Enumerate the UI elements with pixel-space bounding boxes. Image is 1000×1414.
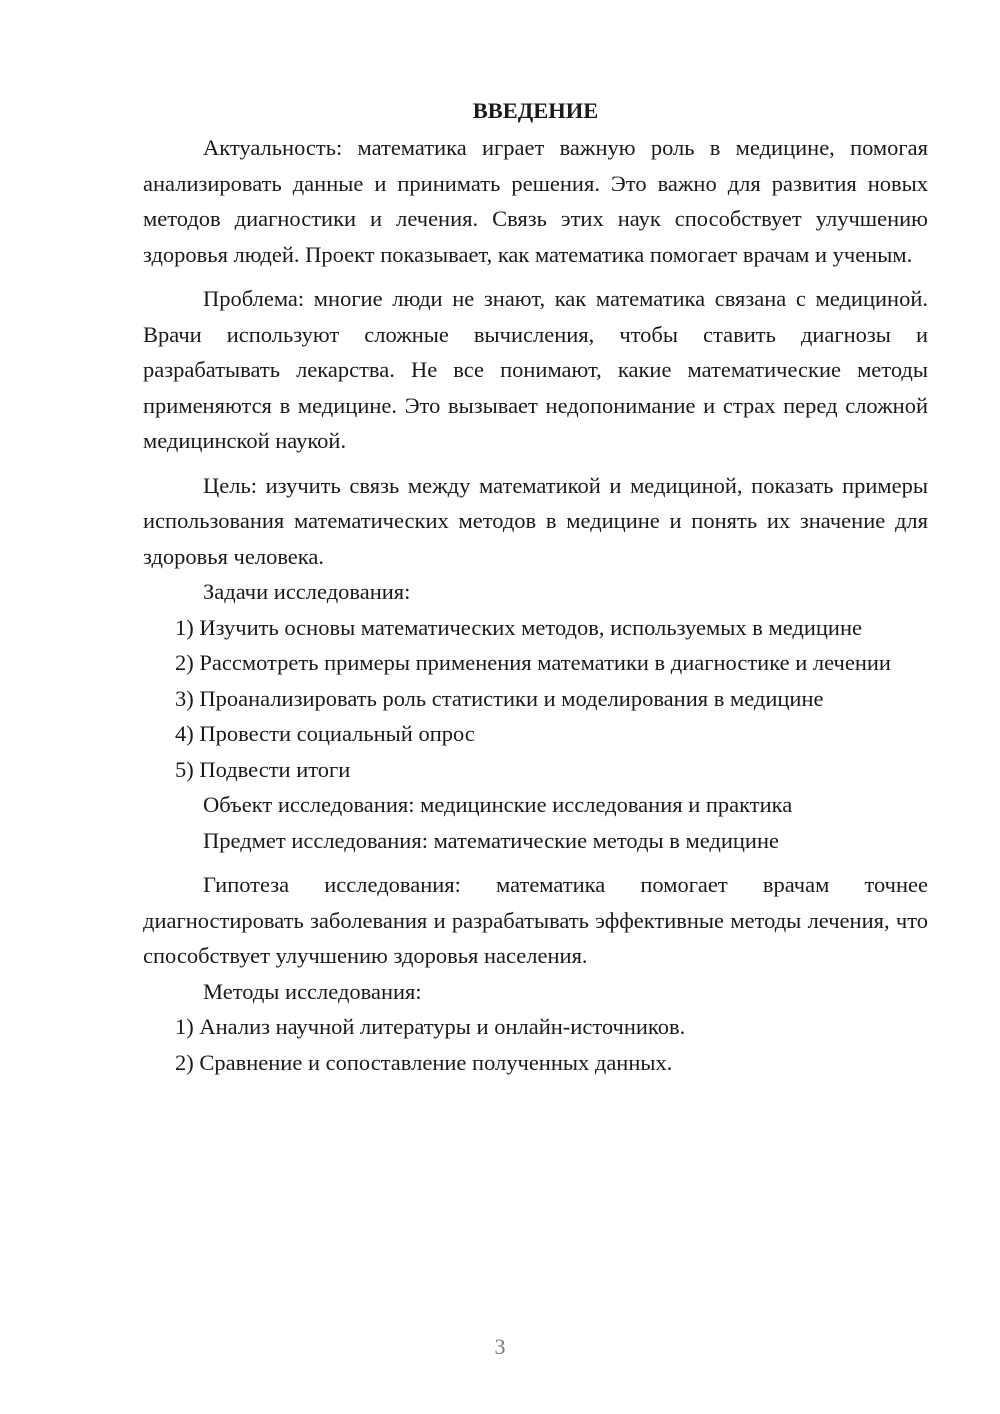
- page-content: [143, 93, 928, 1080]
- relevance-paragraph: Актуальность: математика играет важную роль в медицине, помогая анализировать данные и принимать решения. Это важно для развития новых методов диагностики и лечения. Связь этих наук способствует улучшению здоровья людей. Проект показывает, как математика помогает врачам и ученым.: [143, 135, 928, 267]
- page-number: 3: [494, 1334, 506, 1359]
- subject-line: Предмет исследования: математические методы в медицине: [203, 827, 780, 853]
- task-item-1: 1) Изучить основы математических методов, используемых в медицине: [175, 614, 862, 640]
- hypothesis-paragraph: Гипотеза исследования: математика помогает врачам точнее диагностировать заболевания и разрабатывать эффективные методы лечения, что способствует улучшению здоровья населения.: [143, 872, 928, 968]
- section-title: ВВЕДЕНИЕ: [472, 98, 599, 123]
- task-item-2: 2) Рассмотреть примеры применения математики в диагностике и лечении: [175, 650, 891, 675]
- tasks-heading: Задачи исследования:: [203, 579, 411, 604]
- problem-paragraph: Проблема: многие люди не знают, как математика связана с медициной. Врачи используют сложные вычисления, чтобы ставить диагнозы и разрабатывать лекарства. Не все понимают, какие математические методы применяются в медицине. Это вызывает недопонимание и страх перед сложной медицинской наукой.: [143, 286, 928, 453]
- method-item-1: 1) Анализ научной литературы и онлайн-источников.: [175, 1014, 686, 1039]
- methods-heading: Методы исследования:: [203, 978, 422, 1004]
- object-line: Объект исследования: медицинские исследования и практика: [203, 792, 793, 817]
- task-item-4: 4) Провести социальный опрос: [175, 721, 475, 746]
- task-item-5: 5) Подвести итоги: [175, 756, 351, 782]
- task-item-3: 3) Проанализировать роль статистики и моделирования в медицине: [175, 685, 824, 711]
- method-item-2: 2) Сравнение и сопоставление полученных данных.: [175, 1049, 673, 1075]
- goal-paragraph: Цель: изучить связь между математикой и медициной, показать примеры использования математических методов в медицине и понять их значение для здоровья человека.: [143, 472, 928, 569]
